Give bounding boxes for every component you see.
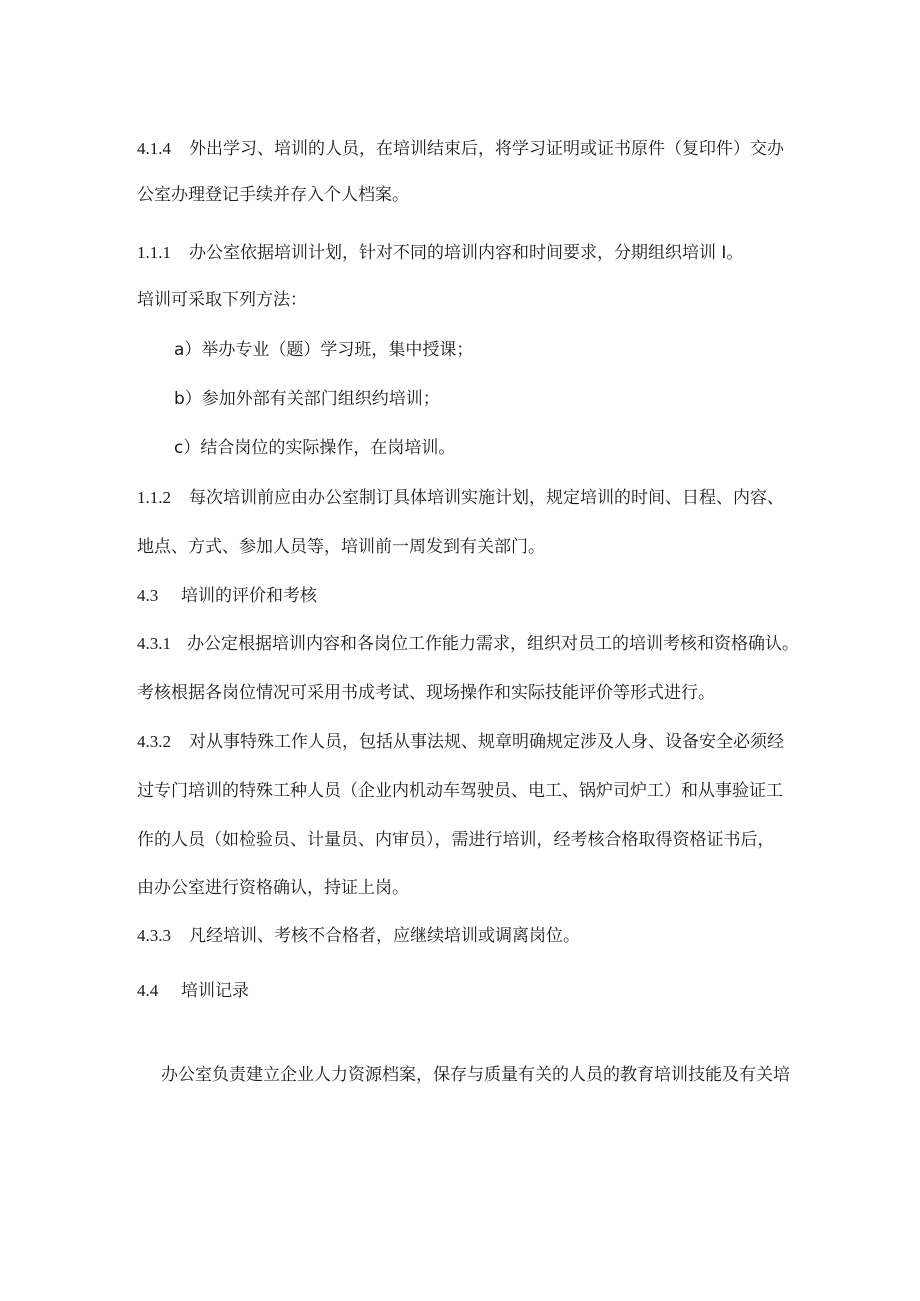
paragraph-4-3-2-line-1 <box>137 731 784 753</box>
paragraph-4-1-4-line-1 <box>137 138 784 160</box>
section-title: 培训记录 <box>181 981 249 1001</box>
section-heading-4-4 <box>137 980 249 1002</box>
paragraph-text: 凡经培训、考核不合格者，应继续培训或调离岗位。 <box>189 926 580 946</box>
paragraph-4-3-2-line-3: 作的人员（如检验员、计量员、内审员），需进行培训，经考核合格取得资格证书后， <box>137 830 775 850</box>
paragraph-4-3-2-line-4: 由办公室进行资格确认，持证上岗。 <box>137 878 409 898</box>
clause-number: 4.3.1 <box>137 634 171 653</box>
section-number: 4.4 <box>137 981 159 1000</box>
paragraph-4-3-1-line-2: 考核根据各岗位情况可采用书成考试、现场操作和实际技能评价等形式进行。 <box>137 683 715 703</box>
paragraph-1-1-1-line-1 <box>137 242 743 264</box>
paragraph-text: 对从事特殊工作人员，包括从事法规、规章明确规定涉及人身、设备安全必须经 <box>189 732 784 752</box>
paragraph-1-1-2-line-1 <box>137 487 784 509</box>
section-title: 培训的评价和考核 <box>181 586 317 606</box>
paragraph-text: 外出学习、培训的人员，在培训结束后，将学习证明或证书原件（复印件）交办 <box>189 139 784 159</box>
paragraph-text: 每次培训前应由办公室制订具体培训实施计划，规定培训的时间、日程、内容、 <box>189 488 784 508</box>
clause-number: 1.1.2 <box>137 488 171 507</box>
paragraph-4-3-2-line-2: 过专门培训的特殊工种人员（企业内机动车驾驶员、电工、锅炉司炉工）和从事验证工 <box>137 781 783 801</box>
method-item-a: a）举办专业（题）学习班，集中授课； <box>174 340 474 360</box>
paragraph-1-1-2-line-2: 地点、方式、参加人员等，培训前一周发到有关部门。 <box>137 537 545 557</box>
clause-number: 4.3.3 <box>137 926 171 945</box>
paragraph-4-3-3-line-1 <box>137 925 580 947</box>
paragraph-1-1-1-line-2: 培训可采取下列方法： <box>137 290 307 310</box>
method-item-b: b）参加外部有关部门组织约培训； <box>174 389 440 409</box>
paragraph-4-3-1-line-1 <box>137 633 799 655</box>
clause-number: 4.3.2 <box>137 732 171 751</box>
paragraph-text: 办公定根据培训内容和各岗位工作能力需求，组织对员工的培训考核和资格确认。 <box>187 634 799 654</box>
clause-number: 1.1.1 <box>137 243 171 262</box>
section-heading-4-3 <box>137 585 317 607</box>
clause-number: 4.1.4 <box>137 139 171 158</box>
paragraph-4-4-line-1: 办公室负责建立企业人力资源档案，保存与质量有关的人员的教育培训技能及有关培 <box>161 1065 790 1085</box>
paragraph-4-1-4-line-2: 公室办理登记手续并存入个人档案。 <box>137 185 409 205</box>
paragraph-text: 办公室依据培训计划，针对不同的培训内容和时间要求，分期组织培训 I。 <box>189 243 744 263</box>
section-number: 4.3 <box>137 586 159 605</box>
method-item-c: c）结合岗位的实际操作，在岗培训。 <box>174 438 456 458</box>
